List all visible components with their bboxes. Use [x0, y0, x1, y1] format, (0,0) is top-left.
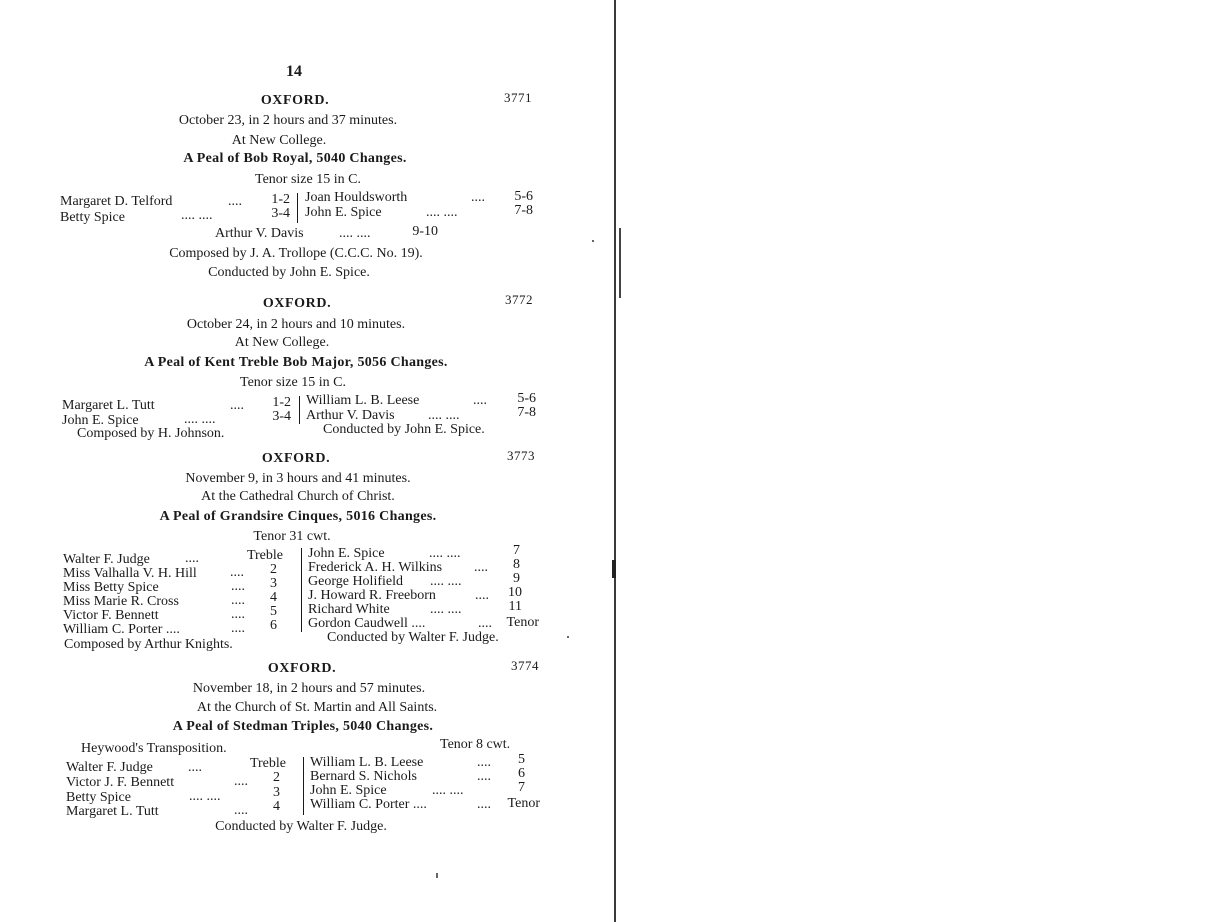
ringer-dots: .... ....: [428, 408, 460, 423]
peal-conductor: Conducted by John E. Spice.: [208, 265, 370, 280]
peal-composer: Composed by H. Johnson.: [77, 426, 225, 441]
peal-composer: Composed by J. A. Trollope (C.C.C. No. 19).: [169, 246, 423, 261]
ringer-dots: ....: [231, 579, 245, 594]
ringer-name: Gordon Caudwell ....: [308, 616, 426, 631]
ringer-bell: 7-8: [514, 203, 533, 218]
ringer-name: Miss Betty Spice: [63, 580, 159, 595]
scan-speck: [567, 636, 569, 638]
ringer-name: Margaret L. Tutt: [62, 398, 155, 413]
ringer-dots: ....: [231, 621, 245, 636]
ringer-name: William C. Porter ....: [63, 622, 180, 637]
ringer-name: Walter F. Judge: [66, 760, 153, 775]
ringer-dots: ....: [185, 551, 199, 566]
ringer-dots: ....: [234, 774, 248, 789]
ringer-name: Walter F. Judge: [63, 552, 150, 567]
ringer-name: Margaret L. Tutt: [66, 804, 159, 819]
ringer-name: Miss Valhalla V. H. Hill: [63, 566, 197, 581]
ringer-dots: ....: [474, 560, 488, 575]
ringer-dots: ....: [188, 760, 202, 775]
ringer-name: Victor F. Bennett: [63, 608, 159, 623]
ringer-dots: .... ....: [429, 546, 461, 561]
ringer-bell: 9: [513, 571, 520, 586]
ringer-bell: 8: [513, 557, 520, 572]
ringer-dots: .... ....: [339, 226, 371, 241]
ringer-name: John E. Spice: [62, 413, 139, 428]
ringer-dots: .... ....: [184, 412, 216, 427]
ringer-bell: 5-6: [514, 189, 533, 204]
ringer-name: John E. Spice: [305, 205, 382, 220]
peal-venue: At New College.: [231, 133, 327, 148]
ringer-dots: ....: [228, 194, 242, 209]
ringer-dots: ....: [471, 190, 485, 205]
ringer-bell: 11: [508, 599, 522, 614]
ringer-name: Richard White: [308, 602, 390, 617]
peal-transposition: Heywood's Transposition.: [81, 741, 227, 756]
ringer-dots: .... ....: [426, 205, 458, 220]
ringer-name: Bernard S. Nichols: [310, 769, 417, 784]
ringer-bell: Tenor: [507, 796, 540, 811]
ringer-bell: 5: [518, 752, 525, 767]
ringer-name: William C. Porter ....: [310, 797, 427, 812]
peal-composer: Composed by Arthur Knights.: [64, 637, 233, 652]
peal-conductor: Conducted by John E. Spice.: [323, 422, 485, 437]
ringer-name: Frederick A. H. Wilkins: [308, 560, 443, 575]
peal-title: A Peal of Kent Treble Bob Major, 5056 Changes.: [144, 355, 448, 370]
ringer-bell: 1-2: [271, 192, 290, 207]
column-divider: [303, 757, 304, 815]
page-number: 14: [286, 63, 302, 80]
ringer-name: Arthur V. Davis: [306, 408, 395, 423]
peal-conductor: Conducted by Walter F. Judge.: [215, 819, 387, 834]
ringer-name: Victor J. F. Bennett: [66, 775, 175, 790]
peal-place: OXFORD.: [267, 661, 337, 676]
ringer-bell: 4: [270, 590, 277, 605]
ringer-dots: ....: [475, 588, 489, 603]
ringer-name: Betty Spice: [60, 210, 125, 225]
ringer-name: William L. B. Leese: [310, 755, 424, 770]
ringer-bell: 1-2: [272, 395, 291, 410]
binding-mark: [612, 560, 616, 578]
ringer-dots: .... ....: [181, 208, 213, 223]
peal-place: OXFORD.: [260, 93, 330, 108]
ringer-bell: Treble: [249, 756, 286, 771]
ringer-dots: .... ....: [189, 789, 221, 804]
ringer-dots: .... ....: [432, 783, 464, 798]
ringer-dots: ....: [234, 803, 248, 818]
peal-tenor: Tenor 8 cwt.: [440, 737, 511, 752]
ringer-dots: ....: [230, 398, 244, 413]
ringer-dots: ....: [230, 565, 244, 580]
ringer-bell: 9-10: [412, 224, 438, 239]
ringer-bell: 2: [270, 562, 277, 577]
peal-date: November 9, in 3 hours and 41 minutes.: [185, 471, 411, 486]
ringer-dots: ....: [473, 393, 487, 408]
ringer-dots: ....: [231, 593, 245, 608]
peal-conductor: Conducted by Walter F. Judge.: [327, 630, 499, 645]
ringer-dots: .... ....: [430, 602, 462, 617]
ringer-dots: ....: [477, 797, 491, 812]
peal-venue: At New College.: [234, 335, 330, 350]
peal-title: A Peal of Bob Royal, 5040 Changes.: [183, 151, 407, 166]
peal-number: 3774: [511, 658, 539, 673]
peal-date: October 24, in 2 hours and 10 minutes.: [186, 317, 406, 332]
page-fold-line: [614, 0, 616, 922]
ringer-bell: 5-6: [517, 391, 536, 406]
ringer-name: John E. Spice: [310, 783, 387, 798]
ringer-dots: ....: [231, 607, 245, 622]
binding-mark: [619, 228, 621, 298]
ringer-dots: ....: [478, 616, 492, 631]
peal-number: 3771: [504, 90, 532, 105]
ringer-name: Miss Marie R. Cross: [63, 594, 179, 609]
ringer-name: Betty Spice: [66, 790, 131, 805]
peal-number: 3773: [507, 448, 535, 463]
peal-venue: At the Cathedral Church of Christ.: [201, 489, 395, 504]
ringer-bell: 5: [270, 604, 277, 619]
column-divider: [299, 396, 300, 424]
ringer-bell: 10: [508, 585, 522, 600]
ringer-bell: 7: [518, 780, 525, 795]
ringer-bell: Treble: [246, 548, 283, 563]
column-divider: [301, 548, 302, 632]
peal-number: 3772: [505, 292, 533, 307]
peal-tenor: Tenor 31 cwt.: [253, 529, 331, 544]
ringer-bell: 3: [270, 576, 277, 591]
ringer-bell: 6: [518, 766, 525, 781]
ringer-bell: 3-4: [271, 206, 290, 221]
peal-title: A Peal of Stedman Triples, 5040 Changes.: [172, 719, 434, 734]
ringer-bell: 3: [273, 785, 280, 800]
ringer-dots: .... ....: [430, 574, 462, 589]
ringer-bell: 7-8: [517, 405, 536, 420]
ringer-name: William L. B. Leese: [306, 393, 420, 408]
ringer-name: Margaret D. Telford: [60, 194, 173, 209]
ringer-bell: 6: [270, 618, 277, 633]
ringer-bell: 3-4: [272, 409, 291, 424]
peal-place: OXFORD.: [261, 451, 331, 466]
peal-date: November 18, in 2 hours and 57 minutes.: [192, 681, 426, 696]
peal-venue: At the Church of St. Martin and All Saints.: [196, 700, 438, 715]
scan-speck: [592, 240, 594, 242]
ringer-name: George Holifield: [308, 574, 403, 589]
ringer-bell: 7: [513, 543, 520, 558]
scan-speck: [436, 873, 438, 878]
ringer-name: John E. Spice: [308, 546, 385, 561]
peal-title: A Peal of Grandsire Cinques, 5016 Changes.: [159, 509, 437, 524]
ringer-dots: ....: [477, 755, 491, 770]
ringer-name: Joan Houldsworth: [305, 190, 408, 205]
ringer-name: Arthur V. Davis: [215, 226, 304, 241]
peal-tenor: Tenor size 15 in C.: [255, 172, 361, 187]
ringer-name: J. Howard R. Freeborn: [308, 588, 436, 603]
ringer-bell: 4: [273, 799, 280, 814]
ringer-bell: 2: [273, 770, 280, 785]
peal-place: OXFORD.: [262, 296, 332, 311]
peal-tenor: Tenor size 15 in C.: [240, 375, 346, 390]
ringer-dots: ....: [477, 769, 491, 784]
ringer-bell: Tenor: [506, 615, 539, 630]
peal-date: October 23, in 2 hours and 37 minutes.: [178, 113, 398, 128]
column-divider: [297, 193, 298, 223]
